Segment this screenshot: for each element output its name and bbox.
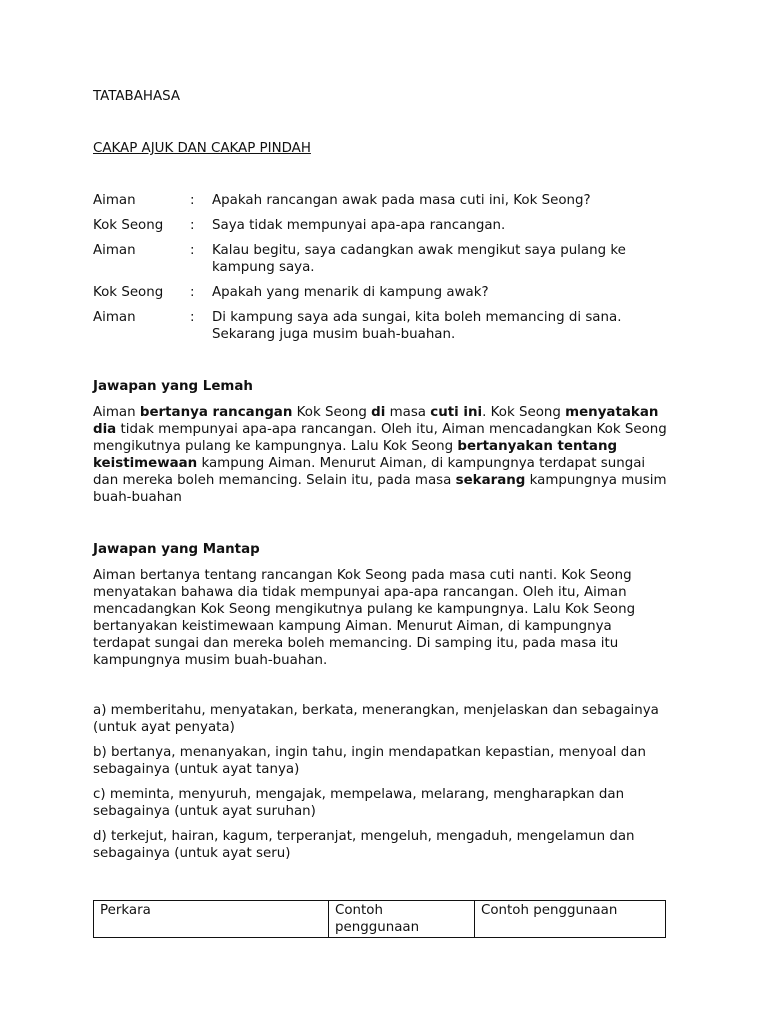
- colon: :: [190, 243, 195, 258]
- text-run: kampung Aiman. Menurut Aiman, di kampungnya terdapat sungai dan mereka boleh memancing. Selain itu, pada masa: [93, 456, 646, 488]
- colon: :: [190, 218, 195, 233]
- highlighted-phrase: di: [371, 405, 386, 420]
- text-run: masa: [385, 405, 431, 420]
- dialogue-line: [93, 284, 673, 301]
- colon: :: [190, 193, 195, 208]
- speaker-name: Kok Seong: [93, 285, 164, 300]
- highlighted-phrase: menyatakan dia: [93, 405, 659, 437]
- table-row: [94, 901, 666, 938]
- usage-table: [93, 900, 666, 938]
- colon: :: [190, 285, 195, 300]
- dialogue-line: [93, 242, 673, 276]
- weak-answer-paragraph: [93, 404, 673, 506]
- list-item: a) memberitahu, menyatakan, berkata, menerangkan, menjelaskan dan sebagainya (untuk ayat penyata): [93, 703, 659, 735]
- table-header-cell: Contoh penggunaan: [475, 901, 666, 938]
- dialogue-text: Apakah yang menarik di kampung awak?: [212, 285, 489, 300]
- list-item: d) terkejut, hairan, kagum, terperanjat, mengeluh, mengaduh, mengelamun dan sebagainya (untuk ayat seru): [93, 829, 635, 861]
- text-run: tidak mempunyai apa-apa rancangan. Oleh itu, Aiman mencadangkan Kok Seong mengikutnya pulang ke kampungnya. Lalu Kok Seong: [93, 422, 667, 454]
- dialogue-line: [93, 217, 673, 234]
- dialogue-line: [93, 309, 673, 343]
- speaker-name: Aiman: [93, 243, 136, 258]
- weak-answer-heading: Jawapan yang Lemah: [93, 379, 253, 394]
- speaker-name: Kok Seong: [93, 218, 164, 233]
- text-run: . Kok Seong: [482, 405, 566, 420]
- dialogue-text: Kalau begitu, saya cadangkan awak mengikut saya pulang ke kampung saya.: [212, 243, 626, 275]
- strong-answer-heading: Jawapan yang Mantap: [93, 542, 260, 557]
- text-run: kampungnya musim buah-buahan: [93, 473, 667, 505]
- dialogue-text: Apakah rancangan awak pada masa cuti ini, Kok Seong?: [212, 193, 591, 208]
- speaker-name: Aiman: [93, 193, 136, 208]
- text-run: Kok Seong: [292, 405, 372, 420]
- document-heading: TATABAHASA: [93, 89, 181, 104]
- highlighted-phrase: bertanyakan tentang keistimewaan: [93, 439, 618, 471]
- dialogue-line: [93, 192, 673, 209]
- highlighted-phrase: cuti ini: [430, 405, 483, 420]
- list-item: c) meminta, menyuruh, mengajak, mempelawa, melarang, mengharapkan dan sebagainya (untuk ayat suruhan): [93, 787, 625, 819]
- section-title: CAKAP AJUK DAN CAKAP PINDAH: [93, 141, 311, 156]
- dialogue-text: Di kampung saya ada sungai, kita boleh memancing di sana. Sekarang juga musim buah-buahan.: [212, 310, 622, 342]
- colon: :: [190, 310, 195, 325]
- strong-answer-paragraph: Aiman bertanya tentang rancangan Kok Seong pada masa cuti nanti. Kok Seong menyatakan bahawa dia tidak mempunyai apa-apa rancangan. Oleh itu, Aiman mencadangkan Kok Seong mengikutnya pulang ke kampungnya. Lalu Kok Seong bertanyakan keistimewaan kampung Aiman. Menurut Aiman, di kampungnya terdapat sungai dan mereka boleh memancing. Di samping itu, pada masa itu kampungnya musim buah-buahan.: [93, 568, 636, 668]
- speaker-name: Aiman: [93, 310, 136, 325]
- text-run: Aiman: [93, 405, 140, 420]
- highlighted-phrase: sekarang: [455, 473, 526, 488]
- list-item: b) bertanya, menanyakan, ingin tahu, ingin mendapatkan kepastian, menyoal dan sebagainya (untuk ayat tanya): [93, 745, 646, 777]
- dialogue-text: Saya tidak mempunyai apa-apa rancangan.: [212, 218, 506, 233]
- verb-list: [93, 702, 673, 870]
- table-header-cell: Perkara: [94, 901, 329, 938]
- highlighted-phrase: bertanya rancangan: [139, 405, 293, 420]
- table-header-cell: Contoh penggunaan: [329, 901, 475, 938]
- dialogue-block: [93, 192, 673, 351]
